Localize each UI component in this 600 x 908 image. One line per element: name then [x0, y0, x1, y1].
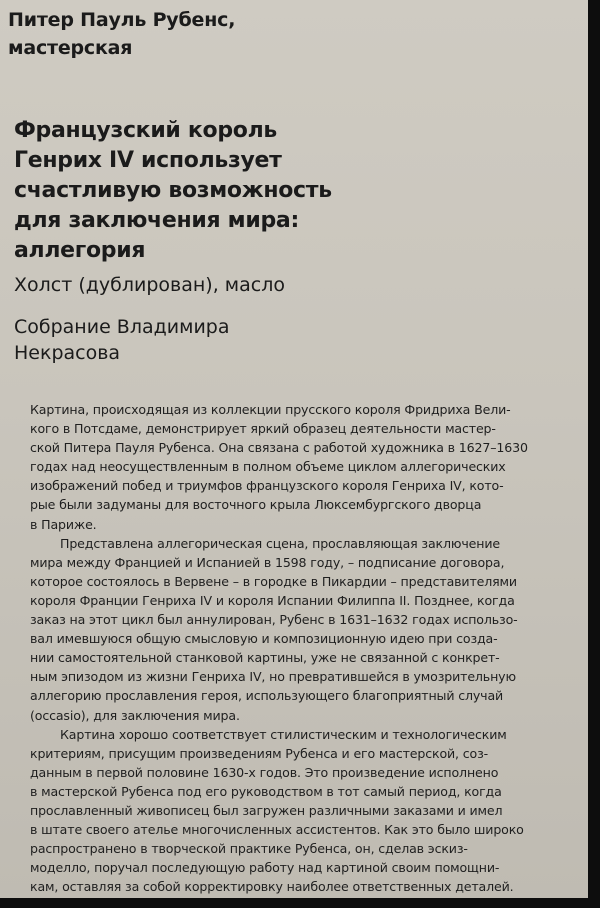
artwork-title: Французский король Генрих IV использует счастливую возможность для заключения мира: аллегория	[14, 118, 332, 263]
description-line: кого в Потсдаме, демонстрирует яркий образец деятельности мастер-	[30, 421, 496, 437]
description-line: прославленный живописец был загружен различными заказами и имел	[30, 802, 503, 818]
artwork-collection: Собрание Владимира Некрасова	[14, 316, 230, 364]
description-text	[30, 400, 586, 896]
description-line: изображений побед и триумфов французского короля Генриха IV, кото-	[30, 478, 504, 494]
artwork-medium: Холст (дублирован), масло	[14, 274, 285, 296]
dark-wall-edge-bottom	[0, 898, 600, 908]
description-line: Картина, происходящая из коллекции прусского короля Фридриха Вели-	[30, 402, 511, 417]
description-line: в Париже.	[30, 516, 97, 532]
description-line: вал имевшуюся общую смысловую и композиционную идею при созда-	[30, 631, 498, 647]
description-line: годах над неосуществленным в полном объеме циклом аллегорических	[30, 459, 506, 475]
description-line: аллегорию прославления героя, использующего благоприятный случай	[30, 688, 504, 704]
description-line: (occasio), для заключения мира.	[30, 707, 240, 723]
description-line: моделло, поручал последующую работу над картиной своим помощни-	[30, 860, 500, 876]
description-line: мира между Францией и Испанией в 1598 году, – подписание договора,	[30, 554, 505, 570]
description-line: распространено в творческой практике Рубенса, он, сделав эскиз-	[30, 841, 468, 857]
description-line: в штате своего ателье многочисленных ассистентов. Как это было широко	[30, 822, 524, 838]
dark-wall-edge-right	[588, 0, 600, 908]
artist-attribution: Питер Пауль Рубенс, мастерская	[8, 9, 236, 59]
description-line: критериям, присущим произведениям Рубенса и его мастерской, соз-	[30, 745, 489, 761]
description-line: Представлена аллегорическая сцена, прославляющая заключение	[60, 535, 500, 551]
description-line: в мастерской Рубенса под его руководством в тот самый период, когда	[30, 783, 502, 799]
description-line: нии самостоятельной станковой картины, уже не связанной с конкрет-	[30, 650, 500, 666]
description-line: кам, оставляя за собой корректировку наиболее ответственных деталей.	[30, 879, 514, 895]
description-line: Картина хорошо соответствует стилистическим и технологическим	[60, 726, 507, 742]
description-line: данным в первой половине 1630-х годов. Это произведение исполнено	[30, 764, 499, 780]
description-line: короля Франции Генриха IV и короля Испании Филиппа II. Позднее, когда	[30, 592, 515, 608]
description-line: заказ на этот цикл был аннулирован, Рубенс в 1631–1632 годах использо-	[30, 612, 518, 628]
description-line: ской Питера Пауля Рубенса. Она связана с работой художника в 1627–1630	[30, 440, 528, 456]
description-line: которое состоялось в Вервене – в городке в Пикардии – представителями	[30, 573, 517, 589]
description-line: ным эпизодом из жизни Генриха IV, но превратившейся в умозрительную	[30, 669, 516, 685]
description-line: рые были задуманы для восточного крыла Люксембургского дворца	[30, 497, 482, 513]
